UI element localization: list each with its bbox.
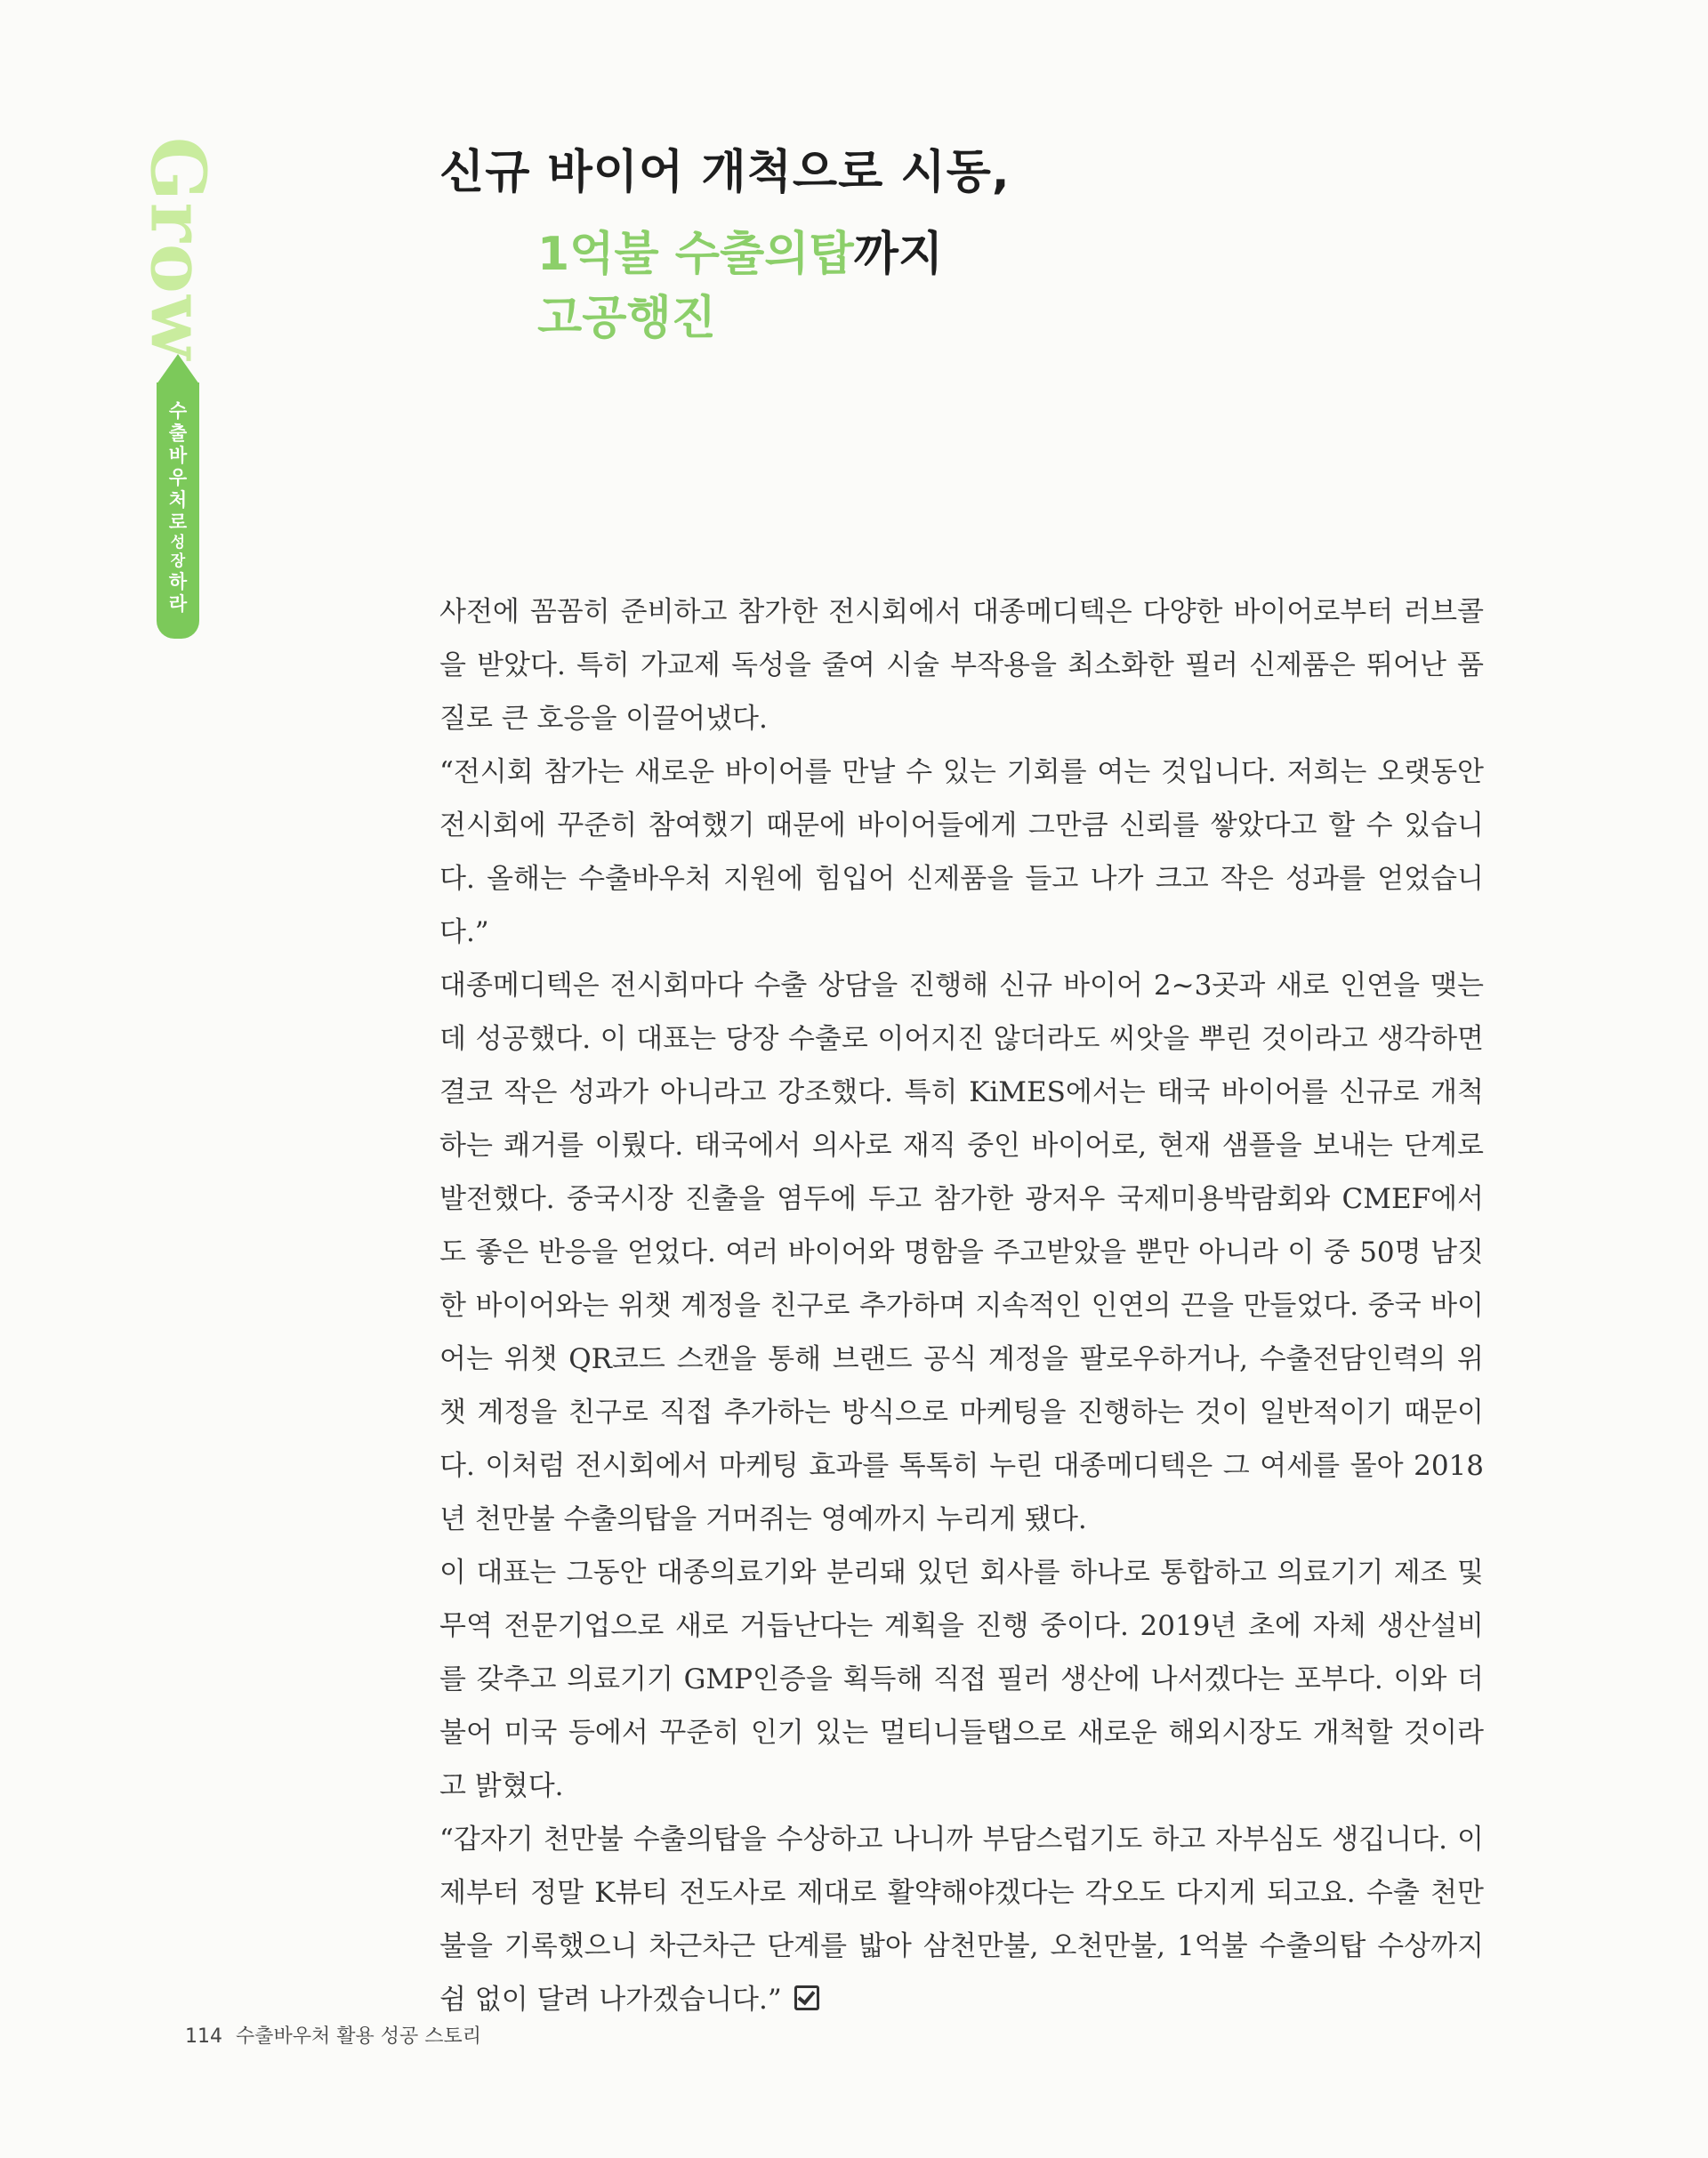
headline-line-1: 신규 바이어 개척으로 시동, [439,146,1011,199]
paragraph: 대종메디텍은 전시회마다 수출 상담을 진행해 신규 바이어 2~3곳과 새로 인연을 맺는 데 성공했다. 이 대표는 당장 수출로 이어지진 않더라도 씨앗을 뿌린 것이라고 생각하면 결코 작은 성과가 아니라고 강조했다. 특히 KiMES에서는 태국 바이어를 신규로 개척하는 쾌거를 이뤘다. 태국에서 의사로 재직 중인 바이어로, 현재 샘플을 보내는 단계로 발전했다. 중국시장 진출을 염두에 두고 참가한 광저우 국제미용박람회와 CMEF에서도 좋은 반응을 얻었다. 여러 바이어와 명함을 주고받았을 뿐만 아니라 이 중 50명 남짓한 바이어와는 위챗 계정을 친구로 추가하며 지속적인 인연의 끈을 만들었다. 중국 바이어는 위챗 QR코드 스캔을 통해 브랜드 공식 계정을 팔로우하거나, 수출전담인력의 위챗 계정을 친구로 직접 추가하는 방식으로 마케팅을 진행하는 것이 일반적이기 때문이다. 이처럼 전시회에서 마케팅 효과를 톡톡히 누린 대종메디텍은 그 여세를 몰아 2018년 천만불 수출의탑을 거머쥐는 영예까지 누리게 됐다. [439,970,1484,1535]
footer-title: 수출바우처 활용 성공 스토리 [236,2025,482,2048]
tab-arrow-tip [157,354,199,384]
tab-char: 로 [168,511,188,533]
tab-char: 성 [170,534,186,552]
page-footer [185,2021,481,2049]
tab-char: 장 [170,552,186,570]
headline-line-2 [439,222,1240,286]
tab-char: 하 [168,571,188,592]
article-body [439,585,1484,2026]
article-headline [439,141,1240,350]
page-number: 114 [185,2025,222,2048]
grow-word-text: Grow [133,136,222,362]
paragraph: 이 대표는 그동안 대종의료기와 분리돼 있던 회사를 하나로 통합하고 의료기기 제조 및 무역 전문기업으로 새로 거듭난다는 계획을 진행 중이다. 2019년 초에 자체 생산설비를 갖추고 의료기기 GMP인증을 획득해 직접 필러 생산에 나서겠다는 포부다. 이와 더불어 미국 등에서 꾸준히 인기 있는 멀티니들탭으로 새로운 해외시장도 개척할 것이라고 밝혔다. [439,1557,1484,1802]
tab-char: 우 [168,467,188,488]
headline-dark: 까지 [853,228,944,281]
checkbox-check-icon [794,1985,819,2010]
headline-accent: 1억불 수출의탑 [537,228,854,281]
paragraph: “전시회 참가는 새로운 바이어를 만날 수 있는 기회를 여는 것입니다. 저희는 오랫동안 전시회에 꾸준히 참여했기 때문에 바이어들에게 그만큼 신뢰를 쌓았다고 할 수 있습니다. 올해는 수출바우처 지원에 힘입어 신제품을 들고 나가 크고 작은 성과를 얻었습니다.” [439,756,1484,948]
paragraph: 사전에 꼼꼼히 준비하고 참가한 전시회에서 대종메디텍은 다양한 바이어로부터 러브콜을 받았다. 특히 가교제 독성을 줄여 시술 부작용을 최소화한 필러 신제품은 뛰어난 품질로 큰 호응을 이끌어냈다. [439,596,1484,735]
headline-line-3: 고공행진 [537,292,716,345]
paragraph-last [439,1813,1484,2026]
section-tab [157,382,199,639]
paragraph-last-text: “갑자기 천만불 수출의탑을 수상하고 나니까 부담스럽기도 하고 자부심도 생깁니다. 이제부터 정말 K뷰티 전도사로 제대로 활약해야겠다는 각오도 다지게 되고요. 수출 천만불을 기록했으니 차근차근 단계를 밟아 삼천만불, 오천만불, 1억불 수출의탑 수상까지 쉼 없이 달려 나가겠습니다.” [439,1824,1484,2016]
tab-char: 라 [168,593,188,615]
grow-side-word [133,136,222,362]
section-tab-label [157,400,199,616]
tab-char: 출 [168,423,188,444]
tab-char: 수 [168,400,188,422]
tab-char: 처 [168,489,188,511]
tab-char: 바 [168,445,188,466]
